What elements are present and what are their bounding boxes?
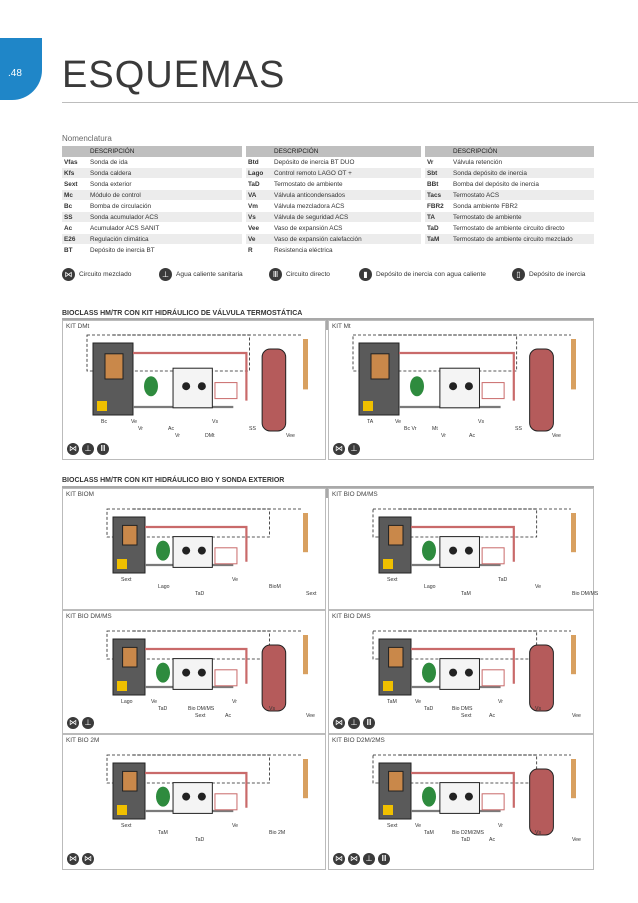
sext-probe <box>571 759 576 798</box>
component-tag: TaD <box>195 591 205 597</box>
row-description: Resistencia eléctrica <box>272 245 421 256</box>
component-tag: TaM <box>158 830 168 836</box>
panel-label: KIT BIO 2M <box>66 737 100 744</box>
table-row <box>425 212 594 223</box>
section-title-thermostatic: BIOCLASS HM/TR CON KIT HIDRÁULICO DE VÁLVULA TERMOSTÁTICA <box>62 310 303 317</box>
sext-probe <box>571 339 576 389</box>
row-description: Válvula de seguridad ACS <box>272 212 421 223</box>
row-description: Depósito de inercia BT <box>88 245 242 256</box>
expansion-vessel <box>422 787 436 807</box>
component-tag: Lago <box>158 584 170 590</box>
nomenclature-label: Nomenclatura <box>62 134 112 143</box>
row-code: Sext <box>62 179 88 190</box>
component-tag: Vee <box>572 713 581 719</box>
component-tag: Sext <box>306 591 317 597</box>
pump-icon <box>198 547 206 555</box>
hydraulic-schematic <box>329 489 599 609</box>
table-row <box>425 168 594 179</box>
dhw-tank <box>262 645 286 711</box>
component-tag: Bio DM/MS <box>188 706 215 712</box>
component-tag: Bio D2M/2MS <box>452 830 484 836</box>
boiler-burner <box>123 525 137 545</box>
table-row <box>246 190 421 201</box>
table-row <box>62 245 242 256</box>
pump-icon <box>465 547 473 555</box>
table-row <box>246 223 421 234</box>
row-description: Sonda de ida <box>88 157 242 168</box>
expansion-vessel <box>144 376 158 396</box>
bowtie-valve-icon: ⋈ <box>84 854 92 863</box>
table-row <box>425 201 594 212</box>
expansion-vessel <box>410 376 424 396</box>
row-code: Sbt <box>425 168 451 179</box>
row-code: TA <box>425 212 451 223</box>
row-code: E26 <box>62 234 88 245</box>
legend-item: ▯ Depósito de inercia <box>512 268 585 281</box>
table-row <box>62 168 242 179</box>
hydraulic-kit <box>173 368 212 408</box>
legend-item: Ⅲ Circuito directo <box>269 268 330 281</box>
radiator-icon: Ⅲ <box>269 268 282 281</box>
component-tag: Ac <box>225 713 232 719</box>
component-tag: TA <box>367 419 374 425</box>
row-code: Tacs <box>425 190 451 201</box>
floor-heating-loop <box>215 670 237 686</box>
component-tag: BioM <box>269 584 281 590</box>
row-description: Válvula retención <box>451 157 594 168</box>
page-number: .48 <box>8 68 22 79</box>
boiler-fire <box>97 401 107 411</box>
row-description: Sonda depósito de inercia <box>451 168 594 179</box>
component-tag: Vee <box>286 433 295 439</box>
boiler-fire <box>117 681 127 691</box>
component-tag: Bc Vr <box>404 426 417 432</box>
component-tag: Vr <box>498 699 503 705</box>
row-description: Sonda acumulador ACS <box>88 212 242 223</box>
diagram-panel-kit-mt <box>328 320 594 460</box>
row-description: Termostato ACS <box>451 190 594 201</box>
component-tag: SS <box>515 426 522 432</box>
expansion-vessel <box>156 541 170 561</box>
hydraulic-kit <box>440 783 480 814</box>
row-code: SS <box>62 212 88 223</box>
bowtie-valve-icon: ⋈ <box>335 444 343 453</box>
page-number-tab <box>0 38 42 100</box>
diagram-panel-kit-bio-dms <box>328 610 594 734</box>
expansion-vessel <box>156 787 170 807</box>
boiler-burner <box>105 354 123 379</box>
component-tag: Bio 2M <box>269 830 286 836</box>
row-description: Bomba del depósito de inercia <box>451 179 594 190</box>
boiler-fire <box>117 805 127 815</box>
boiler-burner <box>389 771 403 791</box>
row-description: Regulación climática <box>88 234 242 245</box>
component-tag: TaD <box>195 837 205 843</box>
nomenclature-table-2 <box>246 146 421 256</box>
component-tag: SS <box>249 426 256 432</box>
panel-label: KIT BIOM <box>66 491 94 498</box>
boiler-fire <box>383 805 393 815</box>
table-row <box>246 201 421 212</box>
table-row <box>246 157 421 168</box>
boiler-burner <box>389 647 403 667</box>
row-code: Bc <box>62 201 88 212</box>
floor-heating-loop <box>215 383 237 399</box>
table-header: DESCRIPCIÓN <box>272 146 421 157</box>
component-tag: Vr <box>232 699 237 705</box>
radiator-icon: Ⅲ <box>363 717 375 729</box>
component-tag: TaD <box>424 706 434 712</box>
diagram-panel-kit-bio-dm-ms <box>328 488 599 610</box>
floor-heating-loop <box>215 548 237 564</box>
component-tag: Vr <box>175 433 180 439</box>
bowtie-valve-icon: ⋈ <box>335 854 343 863</box>
pump-icon <box>198 669 206 677</box>
table-row <box>62 234 242 245</box>
pump-icon <box>182 382 190 390</box>
component-tag: TaM <box>461 591 471 597</box>
row-description: Termostato de ambiente <box>272 179 421 190</box>
tap-icon: ⊥ <box>159 268 172 281</box>
hydraulic-kit <box>440 537 480 568</box>
dhw-tank <box>530 645 554 711</box>
component-tag: Ac <box>168 426 175 432</box>
table-row <box>246 245 421 256</box>
legend-item: ⊥ Agua caliente sanitaria <box>159 268 243 281</box>
bowtie-valve-icon: ⋈ <box>69 444 77 453</box>
row-code: Vr <box>425 157 451 168</box>
expansion-vessel <box>422 541 436 561</box>
row-code: Ac <box>62 223 88 234</box>
row-code: TaM <box>425 234 451 245</box>
row-code: Vm <box>246 201 272 212</box>
component-tag: DMt <box>205 433 215 439</box>
legend-item: ⋈ Circuito mezclado <box>62 268 131 281</box>
page-title: ESQUEMAS <box>62 54 286 96</box>
boiler-fire <box>117 559 127 569</box>
table-row <box>246 234 421 245</box>
component-tag: Ve <box>232 577 239 583</box>
table-row <box>62 157 242 168</box>
table-row <box>425 179 594 190</box>
component-tag: Bio DM/MS <box>572 591 599 597</box>
panel-label: KIT DMt <box>66 323 90 330</box>
tap-icon: ⊥ <box>82 717 94 729</box>
floor-heating-loop <box>482 794 504 810</box>
diagram-panel-kit-bio-dm-ms-2 <box>62 610 326 734</box>
pump-icon <box>182 793 190 801</box>
diagram-panel-kit-biom <box>62 488 326 610</box>
table-row <box>62 201 242 212</box>
row-description: Vaso de expansión ACS <box>272 223 421 234</box>
panel-label: KIT BIO D2M/2MS <box>332 737 385 744</box>
boiler-burner <box>371 354 389 379</box>
expansion-vessel <box>422 663 436 683</box>
component-tag: Vs <box>212 419 219 425</box>
row-description: Control remoto LAGO OT + <box>272 168 421 179</box>
floor-heating-loop <box>482 548 504 564</box>
legend-item: ▮ Depósito de inercia con agua caliente <box>359 268 486 281</box>
pump-icon <box>198 382 206 390</box>
table-row <box>62 212 242 223</box>
component-tag: Ac <box>489 837 496 843</box>
floor-heating-loop <box>215 794 237 810</box>
component-tag: Mt <box>432 426 438 432</box>
sext-probe <box>303 513 308 552</box>
tap-icon: ⊥ <box>363 853 375 865</box>
title-divider <box>62 102 638 103</box>
pump-icon <box>449 669 457 677</box>
row-code: Mc <box>62 190 88 201</box>
dhw-tank <box>530 769 554 835</box>
row-code: Vee <box>246 223 272 234</box>
component-tag: Sext <box>121 823 132 829</box>
component-tag: Ve <box>415 699 422 705</box>
component-tag: Lago <box>424 584 436 590</box>
row-code: BBt <box>425 179 451 190</box>
table-header: DESCRIPCIÓN <box>451 146 594 157</box>
component-tag: Sext <box>387 577 398 583</box>
component-tag: Vee <box>306 713 315 719</box>
table-row <box>246 212 421 223</box>
hydraulic-kit <box>173 537 212 568</box>
component-tag: Vee <box>552 433 561 439</box>
row-description: Sonda ambiente FBR2 <box>451 201 594 212</box>
table-row <box>425 190 594 201</box>
tap-icon: ⊥ <box>82 443 94 455</box>
expansion-vessel <box>156 663 170 683</box>
sext-probe <box>303 635 308 674</box>
sext-probe <box>571 635 576 674</box>
row-description: Termostato de ambiente circuito directo <box>451 223 594 234</box>
pump-icon <box>465 669 473 677</box>
component-tag: Vr <box>441 433 446 439</box>
row-description: Sonda exterior <box>88 179 242 190</box>
row-code: Lago <box>246 168 272 179</box>
hydraulic-schematic <box>329 735 593 869</box>
hydraulic-kit <box>173 659 212 690</box>
component-tag: Sext <box>387 823 398 829</box>
component-tag: TaM <box>424 830 434 836</box>
component-tag: Ve <box>415 823 422 829</box>
component-tag: TaD <box>158 706 168 712</box>
component-tag: TaD <box>461 837 471 843</box>
table-row <box>425 157 594 168</box>
hydraulic-kit <box>440 368 480 408</box>
tank-tap-icon: ▮ <box>359 268 372 281</box>
hydraulic-schematic <box>63 489 325 609</box>
component-tag: Sext <box>121 577 132 583</box>
nomenclature-table-1 <box>62 146 242 256</box>
pump-icon <box>465 793 473 801</box>
component-tag: Vs <box>535 830 542 836</box>
row-code: Vs <box>246 212 272 223</box>
boiler-fire <box>363 401 373 411</box>
hydraulic-schematic <box>329 321 593 459</box>
boiler-burner <box>123 647 137 667</box>
table-row <box>425 223 594 234</box>
hydraulic-schematic <box>63 321 325 459</box>
row-description: Bomba de circulación <box>88 201 242 212</box>
table-row <box>62 179 242 190</box>
row-description: Termostato de ambiente <box>451 212 594 223</box>
bowtie-valve-icon: ⋈ <box>69 854 77 863</box>
diagram-panel-kit-bio-d2m-2ms <box>328 734 594 870</box>
table-row <box>62 223 242 234</box>
diagram-panel-kit-bio-2m <box>62 734 326 870</box>
component-tag: Ve <box>232 823 239 829</box>
boiler-fire <box>383 559 393 569</box>
bowtie-valve-icon: ⋈ <box>335 718 343 727</box>
pump-icon <box>182 669 190 677</box>
section-title-bio: BIOCLASS HM/TR CON KIT HIDRÁULICO BIO Y SONDA EXTERIOR <box>62 477 285 484</box>
pump-icon <box>449 382 457 390</box>
table-row <box>246 179 421 190</box>
component-tag: Ve <box>395 419 402 425</box>
component-tag: Vr <box>498 823 503 829</box>
row-code: Kfs <box>62 168 88 179</box>
hydraulic-kit <box>173 783 212 814</box>
boiler-burner <box>389 525 403 545</box>
component-tag: Vs <box>269 706 276 712</box>
panel-label: KIT Mt <box>332 323 351 330</box>
pump-icon <box>198 793 206 801</box>
pump-icon <box>449 547 457 555</box>
hydraulic-kit <box>440 659 480 690</box>
hydraulic-schematic <box>329 611 593 733</box>
bowtie-valve-icon: ⋈ <box>69 718 77 727</box>
component-tag: TaD <box>498 577 508 583</box>
tap-icon: ⊥ <box>348 443 360 455</box>
panel-label: KIT BIO DM/MS <box>332 491 378 498</box>
sext-probe <box>303 759 308 798</box>
row-code: VA <box>246 190 272 201</box>
table-row <box>246 168 421 179</box>
component-tag: Sext <box>461 713 472 719</box>
panel-label: KIT BIO DM/MS <box>66 613 112 620</box>
tank-icon: ▯ <box>512 268 525 281</box>
radiator-icon: Ⅲ <box>378 853 390 865</box>
pump-icon <box>449 793 457 801</box>
component-tag: Vr <box>138 426 143 432</box>
sext-probe <box>571 513 576 552</box>
component-tag: Ac <box>489 713 496 719</box>
component-tag: Ve <box>535 584 542 590</box>
panel-label: KIT BIO DMS <box>332 613 371 620</box>
row-code: TaD <box>425 223 451 234</box>
row-code: Ve <box>246 234 272 245</box>
component-tag: Vs <box>478 419 485 425</box>
row-description: Depósito de inercia BT DUO <box>272 157 421 168</box>
circuit-legend <box>62 266 594 282</box>
boiler-fire <box>383 681 393 691</box>
component-tag: Ac <box>469 433 476 439</box>
tap-icon: ⊥ <box>348 717 360 729</box>
dhw-tank <box>262 349 286 431</box>
component-tag: Ve <box>131 419 138 425</box>
row-description: Sonda caldera <box>88 168 242 179</box>
row-code: TaD <box>246 179 272 190</box>
hydraulic-schematic <box>63 611 325 733</box>
component-tag: Bio DMS <box>452 706 473 712</box>
pump-icon <box>465 382 473 390</box>
component-tag: Ve <box>151 699 158 705</box>
component-tag: Bc <box>101 419 108 425</box>
row-description: Termostato de ambiente circuito mezclado <box>451 234 594 245</box>
nomenclature-table-3 <box>425 146 594 245</box>
component-tag: TaM <box>387 699 397 705</box>
component-tag: Sext <box>195 713 206 719</box>
diagram-panel-kit-dmt <box>62 320 326 460</box>
row-code: BT <box>62 245 88 256</box>
row-description: Módulo de control <box>88 190 242 201</box>
pump-icon <box>182 547 190 555</box>
dhw-tank <box>530 349 554 431</box>
floor-heating-loop <box>482 383 504 399</box>
row-description: Válvula anticondensados <box>272 190 421 201</box>
floor-heating-loop <box>482 670 504 686</box>
row-code: Vfas <box>62 157 88 168</box>
row-code: R <box>246 245 272 256</box>
component-tag: Vs <box>535 706 542 712</box>
row-code: FBR2 <box>425 201 451 212</box>
component-tag: Vee <box>572 837 581 843</box>
table-row <box>62 190 242 201</box>
bowtie-valve-icon: ⋈ <box>350 854 358 863</box>
boiler-burner <box>123 771 137 791</box>
row-description: Acumulador ACS SANIT <box>88 223 242 234</box>
component-tag: Lago <box>121 699 133 705</box>
row-code: Btd <box>246 157 272 168</box>
row-description: Válvula mezcladora ACS <box>272 201 421 212</box>
table-header: DESCRIPCIÓN <box>88 146 242 157</box>
table-row <box>425 234 594 245</box>
hydraulic-schematic <box>63 735 325 869</box>
radiator-icon: Ⅲ <box>97 443 109 455</box>
row-description: Vaso de expansión calefacción <box>272 234 421 245</box>
bowtie-valve-icon: ⋈ <box>62 268 75 281</box>
sext-probe <box>303 339 308 389</box>
